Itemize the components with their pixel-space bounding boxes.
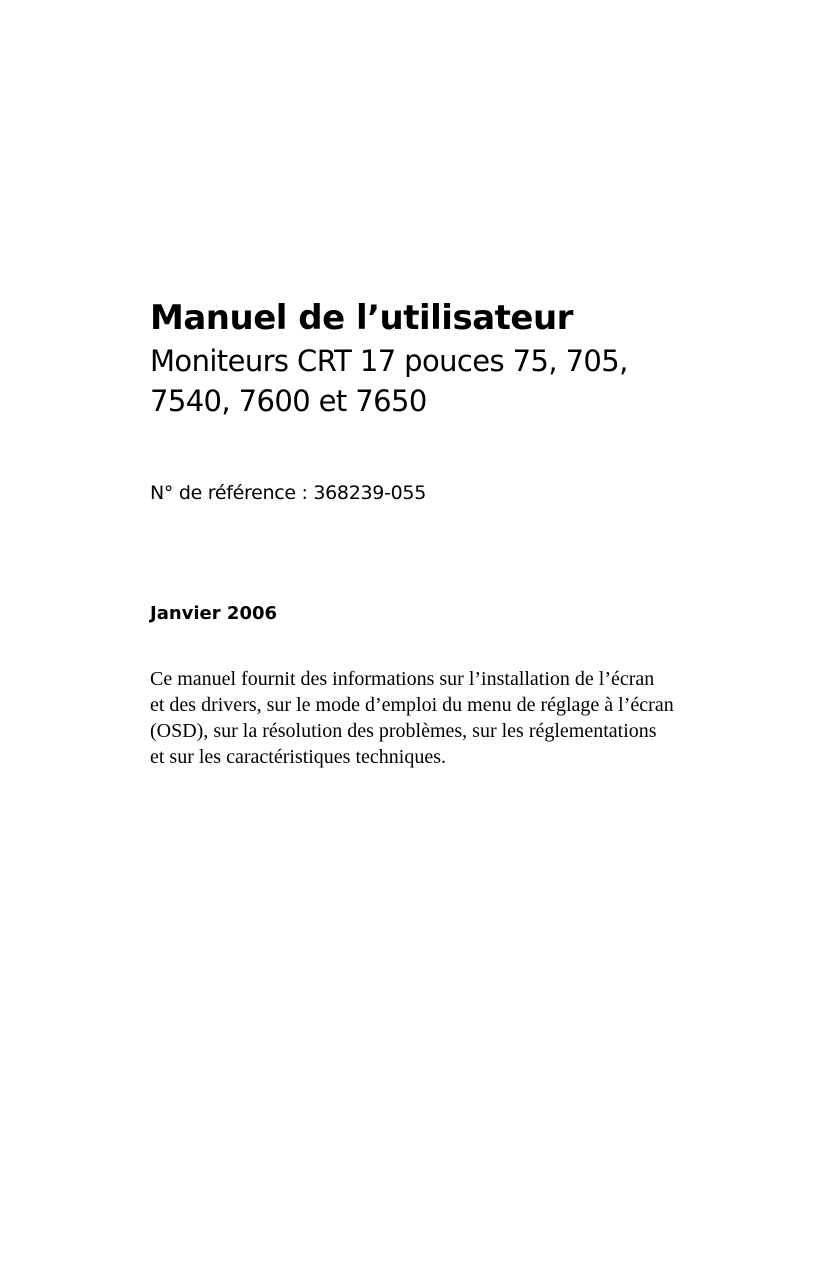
reference-number: N° de référence : 368239-055 — [150, 482, 426, 504]
subtitle-line: 7540, 7600 et 7650 — [150, 384, 427, 418]
description-line: Ce manuel fournit des informations sur l’installation de l’écran — [150, 668, 655, 690]
description-line: et sur les caractéristiques techniques. — [150, 746, 446, 768]
publication-date: Janvier 2006 — [150, 603, 278, 624]
subtitle-line: Moniteurs CRT 17 pouces 75, 705, — [150, 344, 628, 378]
description-line: (OSD), sur la résolution des problèmes, sur les réglementations — [150, 720, 657, 742]
document-title: Manuel de l’utilisateur — [150, 298, 573, 338]
document-subtitle — [150, 341, 760, 421]
description-line: et des drivers, sur le mode d’emploi du menu de réglage à l’écran — [150, 694, 674, 716]
document-description — [150, 666, 755, 770]
